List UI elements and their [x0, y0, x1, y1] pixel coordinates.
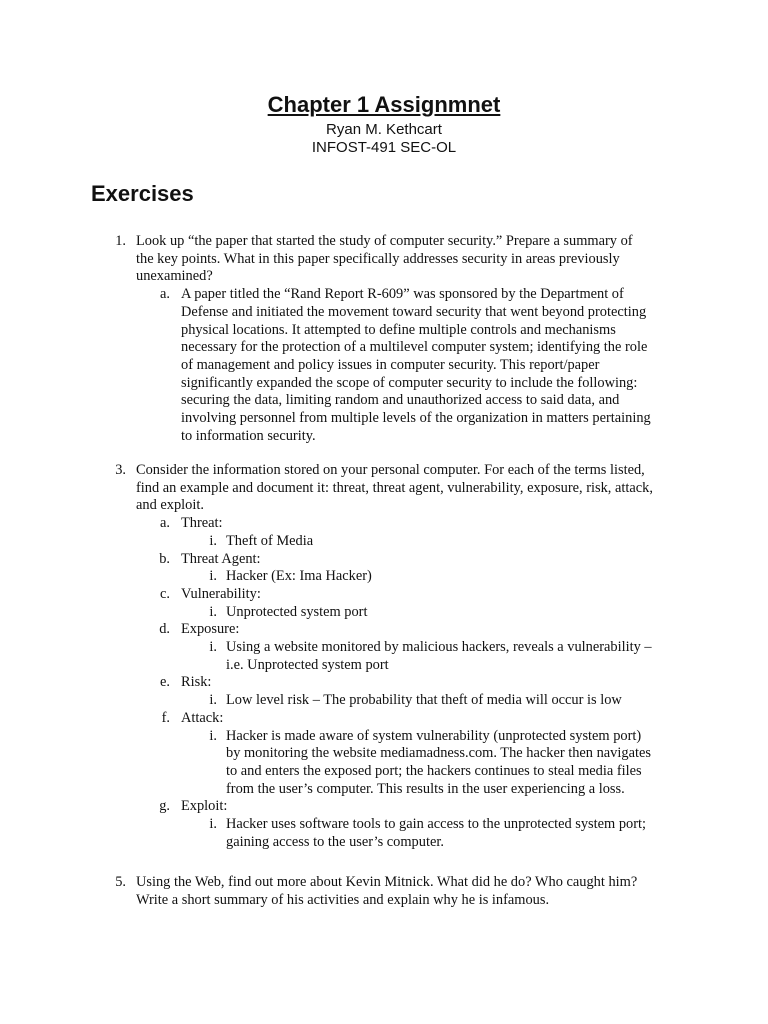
term-label: Threat Agent:	[181, 550, 261, 567]
term-example-line: gaining access to the user’s computer.	[226, 833, 444, 850]
term-example-numeral: i.	[209, 603, 217, 620]
term-example-line: to and enters the exposed port; the hackers continues to steal media files	[226, 762, 642, 779]
question-text-line: Using the Web, find out more about Kevin Mitnick. What did he do? Who caught him?	[136, 874, 638, 890]
term-example-numeral: i.	[209, 568, 217, 585]
answer-text-line: Defense and initiated the movement toward security that went beyond protecting	[181, 303, 647, 320]
term-label: Exposure:	[181, 621, 240, 638]
question-text-line: find an example and document it: threat, threat agent, vulnerability, exposure, risk, attack,	[136, 479, 653, 496]
term-example-line: Hacker is made aware of system vulnerability (unprotected system port)	[226, 727, 642, 744]
question-text-line: Write a short summary of his activities and explain why he is infamous.	[136, 891, 550, 908]
term-example-line: i.e. Unprotected system port	[226, 656, 389, 673]
answer-text-line: A paper titled the “Rand Report R-609” was sponsored by the Department of	[181, 286, 624, 303]
term-example-line: Unprotected system port	[226, 603, 368, 620]
term-letter: f.	[161, 709, 170, 726]
course-code: INFOST-491 SEC-OL	[311, 139, 457, 156]
term-example-numeral: i.	[209, 727, 217, 744]
term-letter: e.	[160, 674, 170, 691]
term-example-numeral: i.	[209, 816, 217, 832]
term-letter: a.	[160, 515, 170, 532]
term-example-line: by monitoring the website mediamadness.com. The hacker then navigates	[226, 745, 651, 762]
term-label: Attack:	[181, 709, 224, 726]
question-text-line: the key points. What in this paper specifically addresses security in areas previously	[136, 250, 620, 267]
term-example-line: Using a website monitored by malicious hackers, reveals a vulnerability –	[226, 639, 652, 655]
author-name: Ryan M. Kethcart	[326, 121, 442, 138]
question-number: 1.	[115, 233, 126, 249]
section-heading: Exercises	[91, 181, 194, 206]
answer-text-line: significantly expanded the scope of computer security to include the following:	[181, 374, 638, 391]
term-example-numeral: i.	[209, 639, 217, 655]
answer-text-line: involving personnel from multiple levels of the organization in matters pertaining	[181, 410, 651, 426]
question-text-line: and exploit.	[136, 497, 204, 514]
answer-text-line: to information security.	[181, 427, 316, 444]
term-label: Risk:	[181, 674, 212, 691]
term-letter: b.	[159, 550, 170, 567]
answer-text-line: necessary for the protection of a multilevel computer system; identifying the role	[181, 339, 648, 356]
question-text-line: Look up “the paper that started the study of computer security.” Prepare a summary of	[136, 233, 633, 249]
term-example-numeral: i.	[209, 692, 217, 709]
answer-text-line: physical locations. It attempted to define multiple controls and mechanisms	[181, 321, 616, 338]
answer-text-line: of management and policy issues in computer security. This report/paper	[181, 356, 600, 373]
question-text-line: unexamined?	[136, 268, 213, 285]
term-letter: d.	[159, 621, 170, 638]
question-number: 3.	[115, 462, 126, 478]
answer-text-line: securing the data, limiting random and unauthorized access to said data, and	[181, 392, 620, 409]
term-example-line: Theft of Media	[226, 532, 314, 549]
answer-letter: a.	[160, 286, 170, 303]
term-label: Exploit:	[181, 798, 228, 815]
term-example-numeral: i.	[209, 532, 217, 549]
term-example-line: Hacker uses software tools to gain access to the unprotected system port;	[226, 816, 647, 832]
question-number: 5.	[115, 874, 126, 890]
term-letter: c.	[160, 585, 170, 602]
document-title: Chapter 1 Assignmnet	[267, 92, 501, 117]
question-text-line: Consider the information stored on your personal computer. For each of the terms listed,	[136, 462, 645, 478]
term-label: Vulnerability:	[181, 585, 261, 602]
term-letter: g.	[159, 798, 170, 815]
term-example-line: Low level risk – The probability that theft of media will occur is low	[226, 692, 622, 709]
term-example-line: from the user’s computer. This results in the user experiencing a loss.	[226, 780, 625, 797]
term-label: Threat:	[181, 515, 223, 532]
term-example-line: Hacker (Ex: Ima Hacker)	[226, 568, 372, 585]
